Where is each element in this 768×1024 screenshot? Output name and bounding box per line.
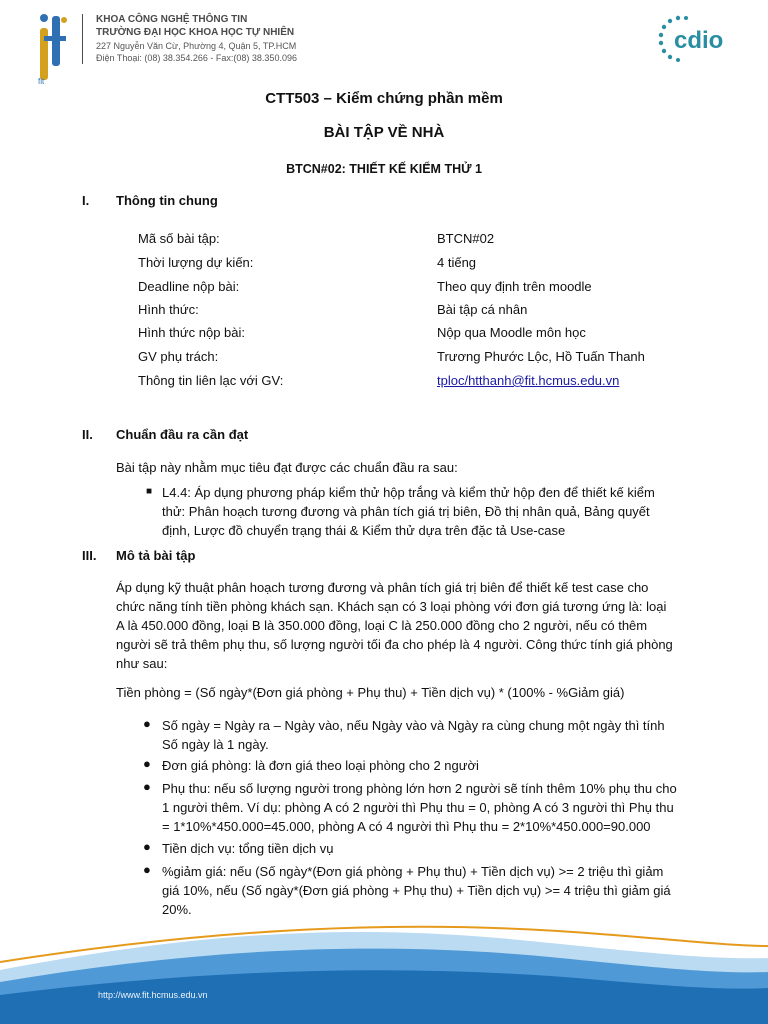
section-2-number: II.	[82, 427, 93, 442]
bullet-icon: ●	[143, 756, 151, 771]
section-3-number: III.	[82, 548, 97, 563]
info-label: Deadline nộp bài:	[138, 279, 240, 294]
info-label: GV phụ trách:	[138, 349, 219, 364]
list-item: Số ngày = Ngày ra – Ngày vào, nếu Ngày vào và Ngày ra cùng chung một ngày thì tính Số ngày là 1 ngày.	[162, 718, 665, 752]
course-title: CTT503 – Kiểm chứng phần mềm	[265, 90, 503, 107]
cdio-logo	[656, 12, 748, 62]
info-value: Bài tập cá nhân	[437, 302, 528, 317]
section-3-title: Mô tả bài tập	[116, 548, 196, 563]
phone-fax: Điện Thoại: (08) 38.354.266 - Fax:(08) 38.350.096	[96, 53, 297, 63]
section-3-intro: Áp dụng kỹ thuật phân hoạch tương đương và phân tích giá trị biên để thiết kế test case cho chức năng tính tiền phòng khách sạn. Khách sạn có 3 loại phòng với đơn giá tương ứng là: loại A là 450.000 đồng, loại B là 350.000 đồng, loại C là 250.000 đồng cho 2 người, nếu có thêm người sẽ trả thêm phụ thu, số lượng người tối đa cho phép là 4 người. Công thức tính giá phòng như sau:	[116, 580, 673, 671]
square-bullet-icon: ■	[146, 486, 153, 497]
fit-logo-text: fit	[38, 77, 45, 86]
list-item: Tiền dịch vụ: tổng tiền dịch vụ	[162, 841, 334, 856]
section-2-title: Chuẩn đầu ra cần đạt	[116, 427, 249, 442]
info-value: Theo quy định trên moodle	[437, 279, 592, 294]
fit-logo	[36, 10, 72, 86]
address: 227 Nguyễn Văn Cừ, Phường 4, Quận 5, TP.HCM	[96, 41, 297, 51]
bullet-icon: ●	[143, 862, 151, 877]
assignment-title: BÀI TẬP VỀ NHÀ	[323, 124, 445, 141]
learning-outcome-item: L4.4: Áp dụng phương pháp kiểm thử hộp trắng và kiểm thử hộp đen để thiết kế kiểm thử: Phân hoạch tương đương và phân tích giá trị biên, Đồ thị nhân quả, Bảng quyết định, Lược đồ chuyển trạng thái & Kiểm thử dựa trên đặc tả Use-case	[162, 485, 655, 538]
info-label: Thông tin liên lạc với GV:	[138, 373, 284, 388]
assignment-subtitle: BTCN#02: THIẾT KẾ KIỂM THỬ 1	[286, 162, 482, 176]
footer-url[interactable]: http://www.fit.hcmus.edu.vn	[98, 990, 208, 1000]
cdio-logo-text: cdio	[674, 27, 724, 54]
info-label: Thời lượng dự kiến:	[138, 255, 254, 270]
section-1-number: I.	[82, 193, 90, 208]
list-item: %giảm giá: nếu (Số ngày*(Đơn giá phòng + Phụ thu) + Tiền dịch vụ) >= 2 triệu thì giảm giá 10%, nếu (Số ngày*(Đơn giá phòng + Phụ thu) + Tiền dịch vụ) >= 4 triệu thì giảm giá 20%.	[162, 864, 671, 917]
faculty-name: KHOA CÔNG NGHỆ THÔNG TIN	[96, 14, 248, 25]
info-label: Hình thức:	[138, 302, 199, 317]
bullet-icon: ●	[143, 779, 151, 794]
info-value: Nộp qua Moodle môn học	[437, 325, 586, 340]
list-item: Phụ thu: nếu số lượng người trong phòng lớn hơn 2 người sẽ tính thêm 10% phụ thu cho 1 người thêm. Ví dụ: phòng A có 2 người thì Phụ thu = 0, phòng A có 3 người thì Phụ thu = 1*10%*450.000=45.000, phòng A có 4 người thì Phụ thu = 2*10%*450.000=90.000	[162, 781, 677, 834]
bullet-icon: ●	[143, 839, 151, 854]
info-value: BTCN#02	[437, 231, 495, 246]
info-label: Mã số bài tập:	[138, 231, 220, 246]
header-divider	[82, 14, 83, 64]
price-formula: Tiền phòng = (Số ngày*(Đơn giá phòng + Phụ thu) + Tiền dịch vụ) * (100% - %Giảm giá)	[116, 685, 625, 700]
section-1-title: Thông tin chung	[116, 193, 218, 208]
contact-email-link[interactable]: tploc/htthanh@fit.hcmus.edu.vn	[437, 373, 620, 388]
bullet-icon: ●	[143, 716, 151, 731]
info-value: Trương Phước Lộc, Hồ Tuấn Thanh	[437, 349, 645, 364]
list-item: Đơn giá phòng: là đơn giá theo loại phòng cho 2 người	[162, 758, 479, 773]
info-value: 4 tiếng	[437, 255, 477, 270]
info-label: Hình thức nộp bài:	[138, 325, 245, 340]
university-name: TRƯỜNG ĐẠI HỌC KHOA HỌC TỰ NHIÊN	[96, 27, 295, 38]
footer-wave	[0, 900, 768, 1024]
section-2-intro: Bài tập này nhằm mục tiêu đạt được các chuẩn đầu ra sau:	[116, 460, 458, 475]
